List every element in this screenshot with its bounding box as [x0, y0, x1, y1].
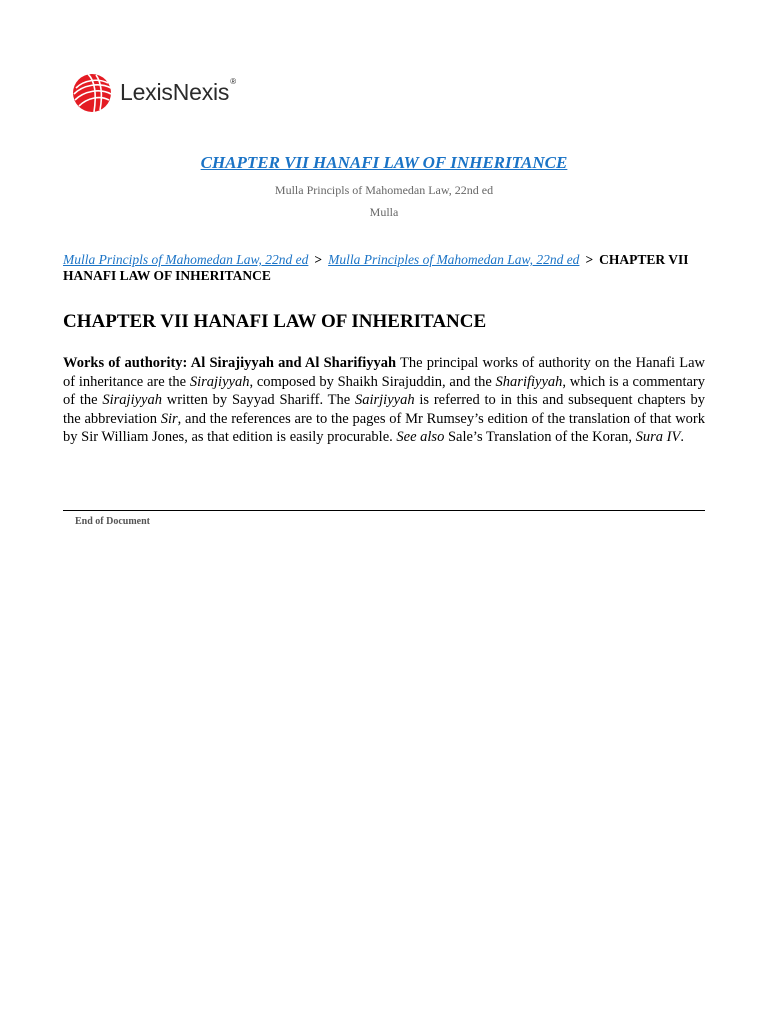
lexisnexis-logo-icon: [70, 70, 114, 114]
breadcrumb-link-source[interactable]: Mulla Principls of Mahomedan Law, 22nd ed: [63, 252, 309, 267]
breadcrumb-current: CHAPTER VII HANAFI LAW OF INHERITANCE: [63, 252, 689, 283]
document-title[interactable]: CHAPTER VII HANAFI LAW OF INHERITANCE: [200, 153, 568, 172]
document-author: Mulla: [369, 205, 399, 219]
document-source: Mulla Principls of Mahomedan Law, 22nd ed: [274, 183, 494, 197]
breadcrumb-separator: >: [585, 252, 594, 267]
paragraph-lead: Works of authority: Al Sirajiyyah and Al Sharifiyyah: [63, 355, 397, 371]
breadcrumb-link-book[interactable]: Mulla Principles of Mahomedan Law, 22nd ed: [328, 252, 580, 267]
logo-wordmark: LexisNexis®: [120, 76, 236, 105]
chapter-heading: CHAPTER VII HANAFI LAW OF INHERITANCE: [63, 311, 487, 332]
end-divider: [63, 510, 705, 511]
lexisnexis-logo: [70, 70, 236, 114]
body-paragraph: Works of authority: Al Sirajiyyah and Al Sharifiyyah The principal works of authority on the Hanafi Law of inheritance are the Sirajiyyah, composed by Shaikh Sirajuddin, and the Sharifiyyah, which is a commentary of the Sirajiyyah written by Sayyad Shariff. The Sairjiyyah is referred to in this and subsequent chapters by the abbreviation Sir, and the references are to the pages of Mr Rumsey’s edition of the translation of that work by Sir William Jones, as that edition is easily procurable. See also Sale’s Translation of the Koran, Sura IV.: [63, 355, 706, 445]
breadcrumb: [63, 252, 705, 284]
end-of-document-label: End of Document: [75, 516, 151, 527]
breadcrumb-separator: >: [314, 252, 323, 267]
